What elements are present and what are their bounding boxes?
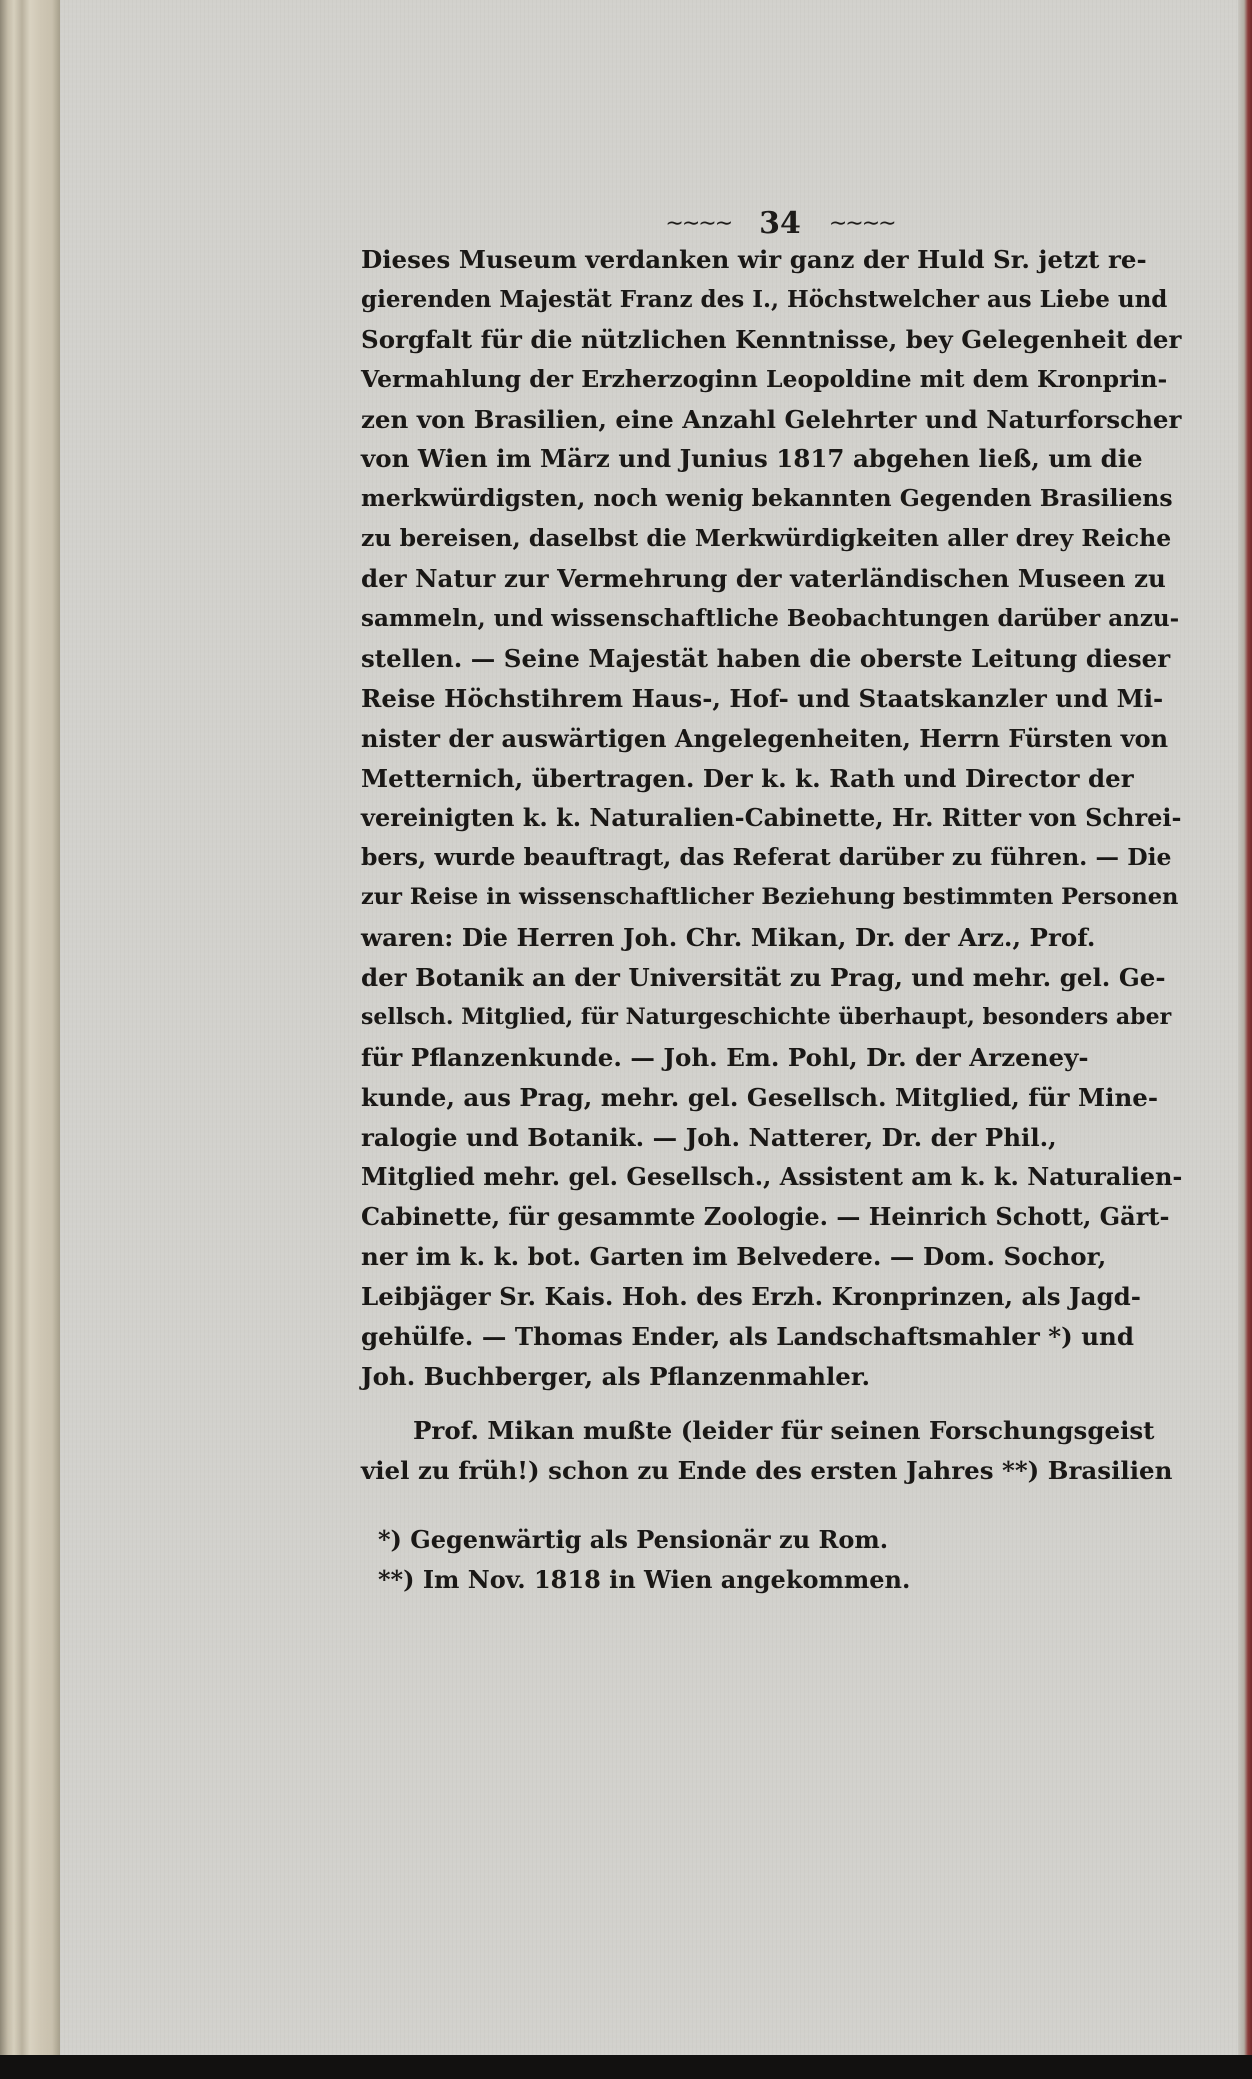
text-line: waren: Die Herren Joh. Chr. Mikan, Dr. der Arz., Prof. <box>361 923 1096 953</box>
text-line: für Pflanzenkunde. — Joh. Em. Pohl, Dr. der Arzeney- <box>361 1042 1089 1072</box>
text-line: Reise Höchstihrem Haus-, Hof- und Staatskanzler und Mi- <box>361 683 1164 713</box>
text-line: merkwürdigsten, noch wenig bekannten Gegenden Brasiliens <box>361 484 1173 513</box>
text-line: viel zu früh!) schon zu Ende des ersten Jahres **) Brasilien <box>361 1455 1173 1485</box>
text-line: ner im k. k. bot. Garten im Belvedere. — Dom. Sochor, <box>361 1242 1107 1272</box>
text-line: Cabinette, für gesammte Zoologie. — Heinrich Schott, Gärt- <box>361 1202 1170 1232</box>
text-line: vereinigten k. k. Naturalien-Cabinette, Hr. Ritter von Schrei- <box>361 803 1182 833</box>
book-page-edges <box>0 0 64 2060</box>
binding-edge <box>1238 0 1252 2055</box>
ornament-right: ∼∼∼∼ <box>828 210 895 236</box>
text-line: nister der auswärtigen Angelegenheiten, Herrn Fürsten von <box>361 723 1169 753</box>
footnote-2: **) Im Nov. 1818 in Wien angekommen. <box>378 1565 911 1594</box>
text-line: sellsch. Mitglied, für Naturgeschichte überhaupt, besonders aber <box>361 1003 1172 1030</box>
text-line: sammeln, und wissenschaftliche Beobachtungen darüber anzu- <box>361 605 1180 633</box>
text-line: der Botanik an der Universität zu Prag, und mehr. gel. Ge- <box>361 963 1166 993</box>
text-line: zur Reise in wissenschaftlicher Beziehung bestimmten Personen <box>361 884 1179 911</box>
paragraph-1 <box>361 240 1183 1397</box>
text-line: Metternich, übertragen. Der k. k. Rath und Director der <box>361 763 1134 793</box>
text-line: gehülfe. — Thomas Ender, als Landschaftsmahler *) und <box>361 1322 1134 1352</box>
text-line: Dieses Museum verdanken wir ganz der Huld Sr. jetzt re- <box>361 245 1147 274</box>
text-line: Sorgfalt für die nützlichen Kenntnisse, bey Gelegenheit der <box>361 324 1182 354</box>
text-line: zen von Brasilien, eine Anzahl Gelehrter und Naturforscher <box>361 404 1182 434</box>
text-line: der Natur zur Vermehrung der vaterländischen Museen zu <box>361 564 1166 594</box>
text-line: Leibjäger Sr. Kais. Hoh. des Erzh. Kronprinzen, als Jagd- <box>361 1282 1141 1312</box>
text-line: gierenden Majestät Franz des I., Höchstwelcher aus Liebe und <box>361 285 1168 313</box>
text-line: von Wien im März und Junius 1817 abgehen ließ, um die <box>361 444 1143 474</box>
text-line: Vermahlung der Erzherzoginn Leopoldine mit dem Kronprin- <box>361 364 1168 393</box>
footnotes <box>378 1520 1178 1600</box>
text-line: kunde, aus Prag, mehr. gel. Gesellsch. Mitglied, für Mine- <box>361 1082 1159 1112</box>
ornament-left: ∼∼∼∼ <box>665 210 732 236</box>
text-line: Mitglied mehr. gel. Gesellsch., Assistent am k. k. Naturalien- <box>361 1162 1183 1192</box>
scan-border <box>0 2055 1252 2079</box>
footnote-1: *) Gegenwärtig als Pensionär zu Rom. <box>378 1525 889 1554</box>
text-line: ralogie und Botanik. — Joh. Natterer, Dr. der Phil., <box>361 1122 1057 1152</box>
text-line: stellen. — Seine Majestät haben die oberste Leitung dieser <box>361 643 1171 673</box>
page-number: 34 <box>759 205 801 241</box>
text-line: zu bereisen, daselbst die Merkwürdigkeiten aller drey Reiche <box>361 524 1172 553</box>
text-line: Prof. Mikan mußte (leider für seinen Forschungsgeist <box>413 1416 1155 1445</box>
paragraph-2 <box>361 1411 1183 1491</box>
text-line: bers, wurde beauftragt, das Referat darüber zu führen. — Die <box>361 843 1172 872</box>
text-line: Joh. Buchberger, als Pflanzenmahler. <box>361 1361 871 1391</box>
